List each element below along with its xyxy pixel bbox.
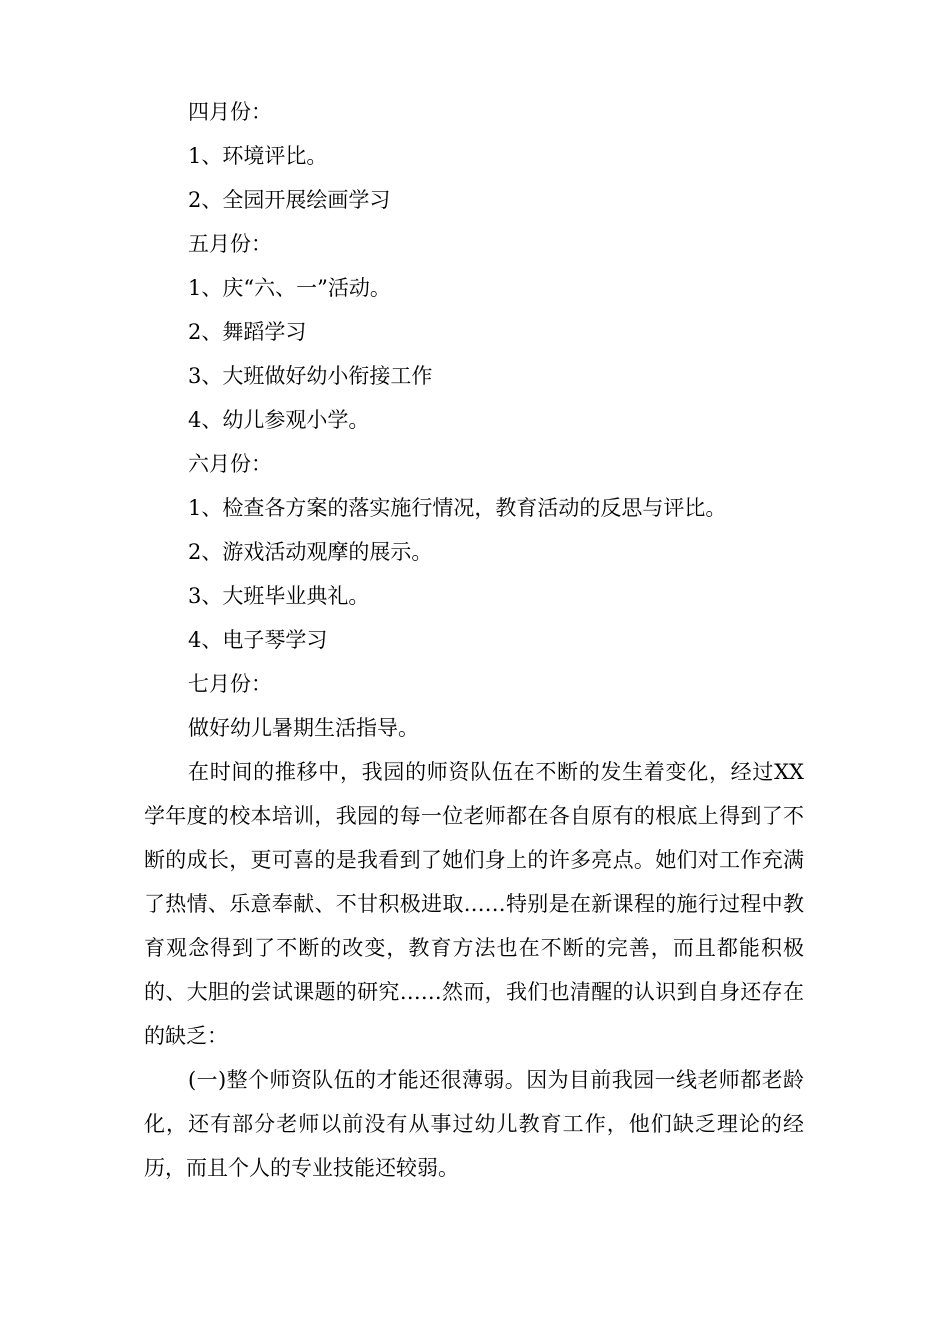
list-item: 3、大班做好幼小衔接工作	[188, 364, 433, 388]
list-item: 2、全园开展绘画学习	[188, 188, 391, 212]
month-heading-june: 六月份：	[188, 452, 272, 476]
list-item: 4、幼儿参观小学。	[188, 408, 370, 432]
list-item: 1、环境评比。	[188, 144, 328, 168]
body-paragraph: 在时间的推移中，我园的师资队伍在不断的发生着变化，经过XX学年度的校本培训，我园的每一位老师都在各自原有的根底上得到了不断的成长，更可喜的是我看到了她们身上的许多亮点。她们对工作充满了热情、乐意奉献、不甘积极进取……特别是在新课程的施行过程中教育观念得到了不断的改变，教育方法也在不断的完善，而且都能积极的、大胆的尝试课题的研究……然而，我们也清醒的认识到自身还存在的缺乏：	[144, 760, 804, 1048]
list-item: 2、舞蹈学习	[188, 320, 307, 344]
list-item: 1、检查各方案的落实施行情况，教育活动的反思与评比。	[188, 496, 727, 520]
month-heading-april: 四月份：	[188, 100, 272, 124]
list-item: 1、庆“六、一”活动。	[188, 276, 391, 300]
document-body	[144, 90, 804, 1190]
month-heading-may: 五月份：	[188, 232, 272, 256]
list-item: 做好幼儿暑期生活指导。	[188, 716, 419, 740]
list-item: 4、电子琴学习	[188, 628, 328, 652]
month-heading-july: 七月份：	[188, 672, 272, 696]
list-item: 3、大班毕业典礼。	[188, 584, 370, 608]
list-item: 2、游戏活动观摩的展示。	[188, 540, 433, 564]
body-paragraph: (一)整个师资队伍的才能还很薄弱。因为目前我园一线老师都老龄化，还有部分老师以前没有从事过幼儿教育工作，他们缺乏理论的经历，而且个人的专业技能还较弱。	[144, 1068, 804, 1180]
